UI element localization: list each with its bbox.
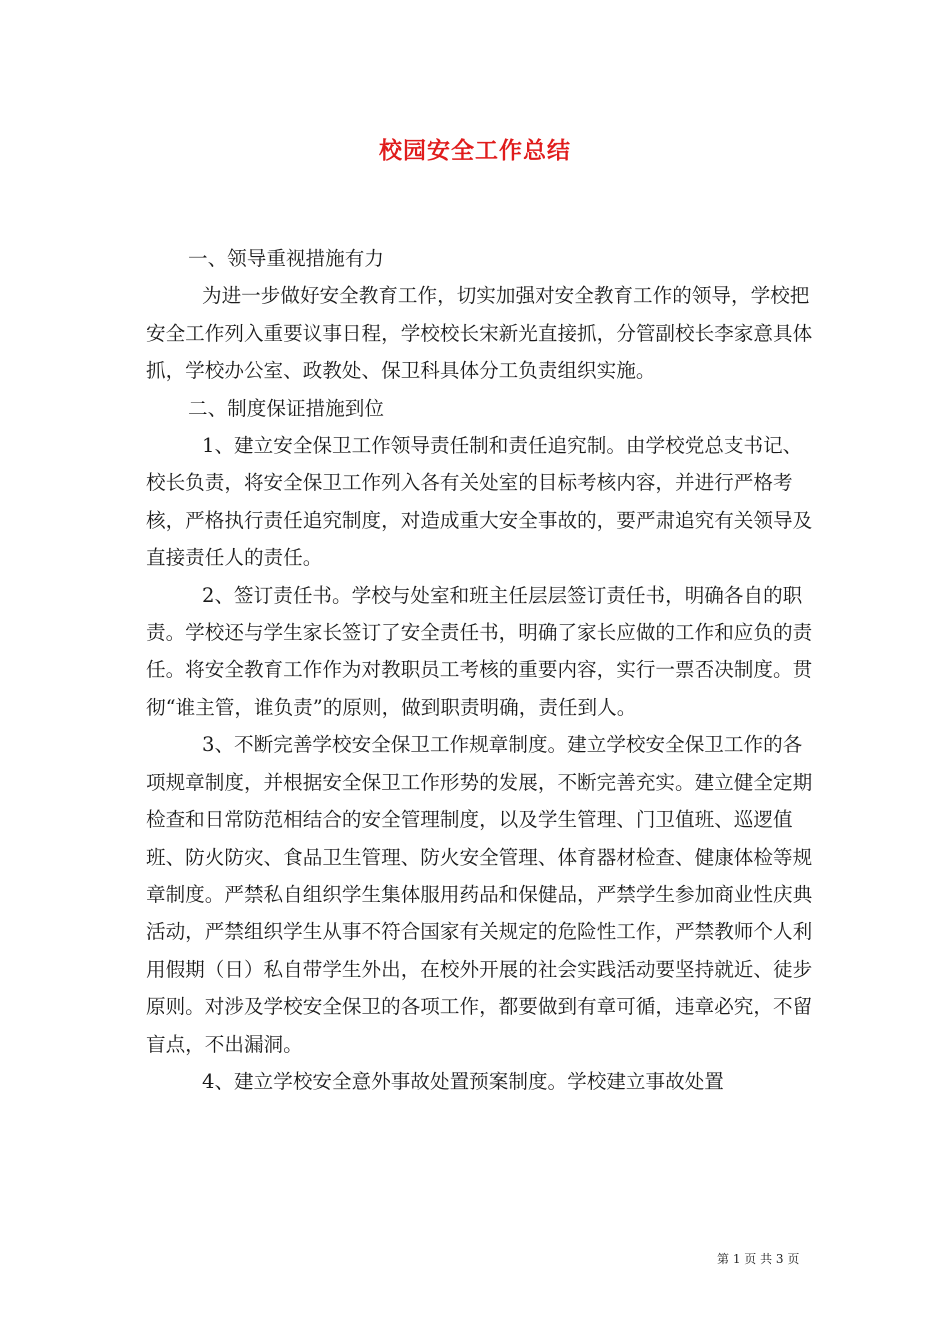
document-body xyxy=(146,240,818,1100)
paragraph-responsibility-letter: 2、签订责任书。学校与处室和班主任层层签订责任书，明确各自的职责。学校还与学生家长签订了安全责任书，明确了家长应做的工作和应负的责任。将安全教育工作作为对教职员工考核的重要内容，实行一票否决制度。贯彻“谁主管，谁负责”的原则，做到职责明确，责任到人。 xyxy=(146,583,813,719)
section-heading-leadership: 一、领导重视措施有力 xyxy=(188,247,384,270)
paragraph-responsibility-system: 1、建立安全保卫工作领导责任制和责任追究制。由学校党总支书记、校长负责，将安全保卫工作列入各有关处室的目标考核内容，并进行严格考核，严格执行责任追究制度，对造成重大安全事故的，要严肃追究有关领导及直接责任人的责任。 xyxy=(146,434,813,570)
paragraph-leadership: 为进一步做好安全教育工作，切实加强对安全教育工作的领导，学校把安全工作列入重要议事日程，学校校长宋新光直接抓，分管副校长李家意具体抓，学校办公室、政教处、保卫科具体分工负责组织实施。 xyxy=(146,284,813,383)
document-title: 校园安全工作总结 xyxy=(379,137,571,164)
page-indicator: 第 1 页 共 3 页 xyxy=(717,1252,800,1266)
paragraph-emergency-plan: 4、建立学校安全意外事故处置预案制度。学校建立事故处置 xyxy=(202,1069,724,1093)
section-heading-system: 二、制度保证措施到位 xyxy=(188,396,384,420)
paragraph-rules: 3、不断完善学校安全保卫工作规章制度。建立学校安全保卫工作的各项规章制度，并根据安全保卫工作形势的发展，不断完善充实。建立健全定期检查和日常防范相结合的安全管理制度，以及学生管理、门卫值班、巡逻值班、防火防灾、食品卫生管理、防火安全管理、体育器材检查、健康体检等规章制度。严禁私自组织学生集体服用药品和保健品，严禁学生参加商业性庆典活动，严禁组织学生从事不符合国家有关规定的危险性工作，严禁教师个人利用假期（日）私自带学生外出，在校外开展的社会实践活动要坚持就近、徒步原则。对涉及学校安全保卫的各项工作，都要做到有章可循，违章必究，不留盲点，不出漏洞。 xyxy=(146,733,813,1056)
